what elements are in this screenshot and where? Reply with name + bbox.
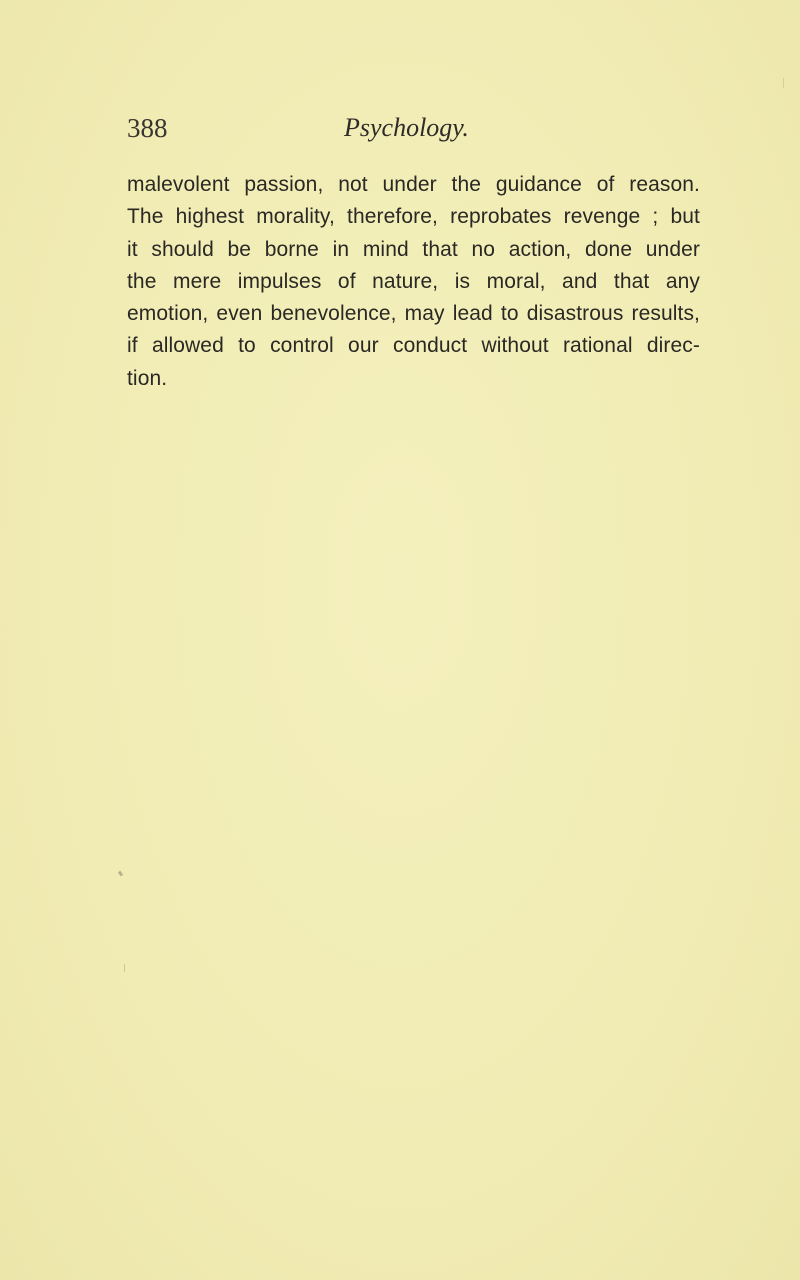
text-line: it should be borne in mind that no action, done under xyxy=(127,237,700,261)
scan-speck xyxy=(124,964,125,972)
text-line: the mere impulses of nature, is moral, and that any xyxy=(127,269,700,293)
text-line: tion. xyxy=(127,366,168,390)
page-number: 388 xyxy=(127,113,168,143)
scan-speck xyxy=(783,78,784,88)
text-line: emotion, even benevolence, may lead to disastrous results, xyxy=(127,302,700,326)
text-line: malevolent passion, not under the guidance of reason. xyxy=(127,173,700,196)
text-line: The highest morality, therefore, reprobates revenge ; but xyxy=(127,205,700,229)
running-head xyxy=(127,112,687,152)
running-title: Psychology. xyxy=(344,113,469,142)
body-paragraph xyxy=(127,169,700,395)
text-line: if allowed to control our conduct without rational direc- xyxy=(127,334,700,358)
scan-speck xyxy=(118,871,123,877)
